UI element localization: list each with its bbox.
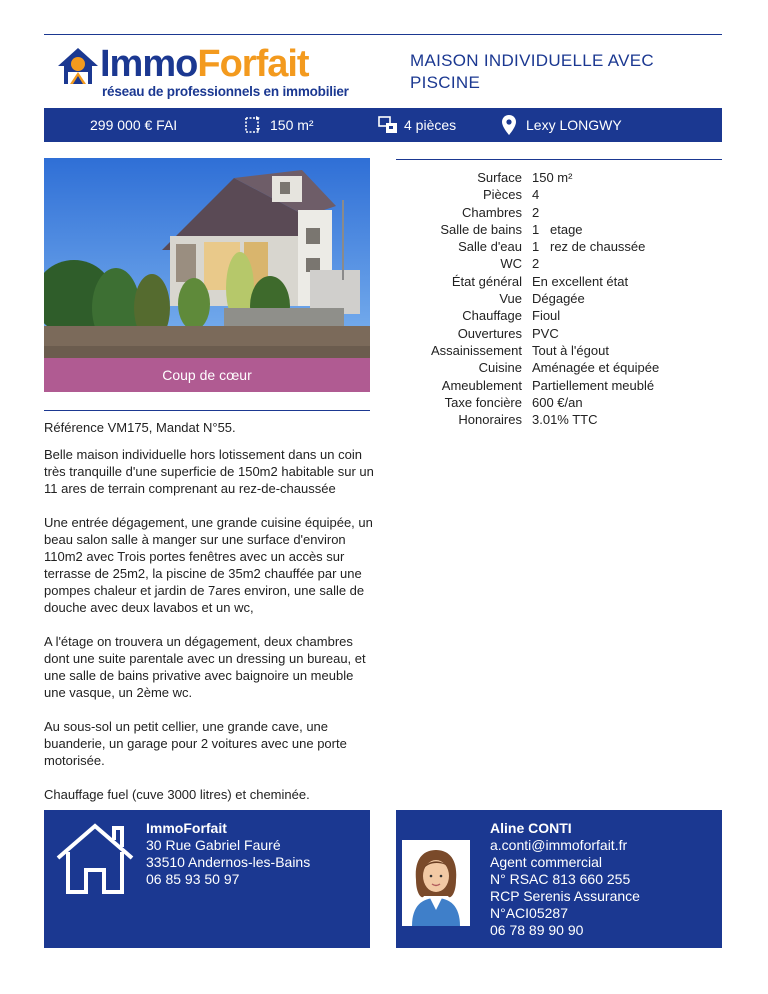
spec-value: Aménagée et équipée — [532, 360, 660, 376]
spec-label: Assainissement — [430, 342, 522, 358]
spec-row — [396, 325, 722, 342]
spec-row — [396, 290, 722, 307]
agency-details — [146, 820, 310, 888]
agent-portrait-icon — [402, 840, 470, 926]
spec-value: PVC — [532, 325, 559, 341]
spec-value: Dégagée — [532, 291, 585, 307]
spec-label: Honoraires — [458, 412, 522, 428]
surface: 150 m² — [270, 117, 314, 133]
agency-phone[interactable]: 06 85 93 50 97 — [146, 871, 240, 887]
spec-row — [396, 169, 722, 186]
location-pin-icon — [502, 115, 516, 135]
agency-card — [44, 810, 370, 948]
summary-bar — [44, 108, 722, 142]
spec-value: En excellent état — [532, 273, 629, 289]
spec-row — [396, 255, 722, 272]
description-paragraph: Chauffage fuel (cuve 3000 litres) et cheminée. — [44, 787, 310, 802]
spec-label: Chambres — [462, 204, 522, 220]
photo-caption: Coup de cœur — [44, 358, 370, 392]
rooms: 4 pièces — [404, 117, 457, 133]
spec-value: Partiellement meublé — [532, 377, 655, 393]
agent-details — [490, 820, 640, 939]
spec-label: Chauffage — [462, 308, 522, 324]
spec-value: 1 — [532, 221, 540, 237]
agent-card — [396, 810, 722, 948]
spec-label: Salle d'eau — [458, 239, 522, 255]
description-paragraph: Belle maison individuelle hors lotissement dans un coin très tranquille d'une superficie de 150m2 habitable sur un 11 ares de terrain comprenant au rez-de-chaussée — [44, 447, 374, 496]
spec-value: 1 — [532, 239, 540, 255]
agency-name: ImmoForfait — [146, 820, 227, 836]
logo-tagline: réseau de professionnels en immobilier — [102, 84, 349, 99]
spec-label: Cuisine — [478, 360, 522, 376]
immoforfait-logo[interactable] — [56, 44, 360, 102]
spec-label: WC — [500, 256, 522, 272]
spec-label: Salle de bains — [440, 221, 522, 237]
agent-phone[interactable]: 06 78 89 90 90 — [490, 922, 584, 938]
spec-value: Tout à l'égout — [532, 342, 609, 358]
spec-row — [396, 204, 722, 221]
agent-role: Agent commercial — [490, 854, 603, 870]
spec-value: 4 — [532, 187, 540, 203]
description-paragraph: Une entrée dégagement, une grande cuisine équipée, un beau salon salle à manger sur une surface d'environ 110m2 avec Trois portes fenêtres avec un accès sur terrasse de 25m2, la piscine de 35m2 chauffée par une pompes chaleur et jardin de 7ares environ, une salle de douche avec deux lavabos et un wc, — [44, 515, 373, 615]
description-paragraph: A l'étage on trouvera un dégagement, deux chambres dont une suite parentale avec un dressing un bureau, et une salle de bains privative avec baignoire un meuble une vasque, un 2ème wc. — [44, 634, 366, 700]
left-divider — [44, 410, 370, 411]
specs-table — [396, 169, 722, 428]
spec-label: État général — [451, 273, 522, 289]
spec-row — [396, 394, 722, 411]
reference: Référence VM175, Mandat N°55. — [44, 420, 236, 435]
spec-value: 150 m² — [532, 170, 573, 185]
spec-row — [396, 411, 722, 428]
spec-value: 3.01% TTC — [532, 412, 598, 428]
agent-insurance: RCP Serenis Assurance — [490, 888, 640, 904]
logo-wordmark — [100, 42, 309, 86]
surface-icon — [244, 116, 262, 134]
spec-label: Surface — [477, 170, 522, 185]
home-outline-icon — [52, 818, 138, 898]
description — [44, 446, 374, 820]
right-divider — [396, 159, 722, 160]
spec-row — [396, 377, 722, 394]
agent-email[interactable]: a.conti@immoforfait.fr — [490, 837, 628, 853]
house-person-logo-icon — [56, 44, 100, 102]
top-rule — [44, 34, 722, 35]
spec-value: Fioul — [532, 308, 561, 324]
description-paragraph: Au sous-sol un petit cellier, une grande cave, une buanderie, un garage pour 2 voitures avec une porte motorisée. — [44, 719, 347, 768]
spec-row — [396, 359, 722, 376]
spec-row — [396, 307, 722, 324]
agency-address2: 33510 Andernos-les-Bains — [146, 854, 311, 870]
spec-label: Pièces — [482, 187, 522, 203]
logo-forfait: Forfait — [197, 43, 309, 85]
spec-extra: rez de chaussée — [550, 239, 646, 255]
spec-value: 2 — [532, 256, 540, 272]
spec-value: 2 — [532, 204, 540, 220]
property-photo[interactable] — [44, 158, 370, 358]
listing-title-line1: MAISON INDIVIDUELLE AVEC — [410, 51, 655, 70]
spec-value: 600 €/an — [532, 394, 583, 410]
location: Lexy LONGWY — [526, 117, 622, 133]
listing-title-line2: PISCINE — [410, 73, 481, 92]
house-photo-image — [44, 158, 370, 358]
agent-name: Aline CONTI — [490, 820, 572, 836]
spec-label: Taxe foncière — [444, 394, 522, 410]
spec-row — [396, 273, 722, 290]
agent-avatar — [402, 840, 470, 926]
price: 299 000 € FAI — [90, 117, 178, 133]
spec-label: Ameublement — [441, 377, 522, 393]
spec-row — [396, 186, 722, 203]
agent-rsac: N° RSAC 813 660 255 — [490, 871, 631, 887]
spec-row — [396, 221, 722, 238]
logo-immo: Immo — [100, 43, 198, 85]
rooms-icon — [378, 116, 398, 134]
agent-aci: N°ACI05287 — [490, 905, 568, 921]
listing-title — [410, 50, 710, 94]
spec-extra: etage — [550, 221, 583, 237]
spec-row — [396, 238, 722, 255]
agency-address1: 30 Rue Gabriel Fauré — [146, 837, 281, 853]
spec-label: Ouvertures — [457, 325, 522, 341]
spec-label: Vue — [499, 291, 522, 307]
spec-row — [396, 342, 722, 359]
